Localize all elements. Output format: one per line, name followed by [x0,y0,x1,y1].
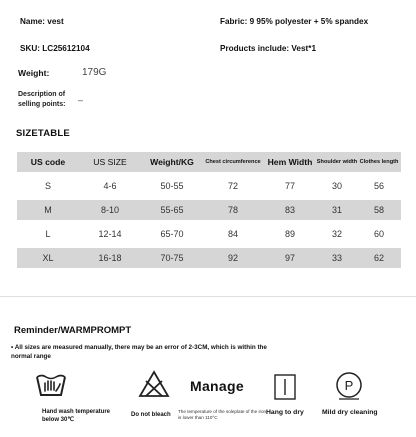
weight-value: 179G [82,67,107,78]
cell-length: 56 [373,181,384,191]
header-chest: Chest circumference [205,158,261,165]
cell-shoulder: 33 [331,253,342,263]
table-row [17,200,401,220]
measurement-note: • All sizes are measured manually, there may be an error of 2-3CM, which is within the normal range [11,344,267,360]
cell-hem-width: 97 [284,253,295,263]
cell-us-size: 12-14 [98,229,122,239]
sku-info: SKU: LC25612104 [20,44,90,53]
cell-chest: 78 [227,205,238,215]
table-row [17,176,401,196]
cell-shoulder: 32 [331,229,342,239]
weight-label: Weight: [18,68,50,78]
header-length: Clothes length [359,158,399,165]
cell-us-size: 16-18 [98,253,122,263]
cell-hem-width: 77 [284,181,295,191]
cell-hem-width: 83 [284,205,295,215]
cell-shoulder: 31 [331,205,342,215]
cell-length: 62 [373,253,384,263]
cell-chest: 92 [227,253,238,263]
cell-us-code: L [45,229,51,239]
header-us-size: US SIZE [93,157,127,167]
no-bleach-label: Do not bleach [131,412,171,418]
cell-weight: 50-55 [160,181,184,191]
header-us-code: US code [30,157,66,167]
cell-weight: 65-70 [160,229,184,239]
dry-clean-label: Mild dry cleaning [322,409,378,416]
handwash-label [42,408,114,424]
sizetable-title: SIZETABLE [16,128,70,139]
cell-us-code: XL [42,253,54,263]
fabric-info: Fabric: 9 95% polyester + 5% spandex [220,17,369,26]
product-name: Name: vest [20,17,64,26]
description-label: Description of selling points: [18,91,66,108]
table-header-row [17,152,401,172]
cell-length: 58 [373,205,384,215]
reminder-panel [0,296,416,437]
products-include-info: Products include: Vest*1 [220,44,317,53]
iron-note: The temperature of the soleplate of the iron is lower than 110°C [178,409,267,420]
manage-heading: Manage [190,378,244,394]
cell-hem-width: 89 [284,229,295,239]
header-hem-width: Hem Width [267,157,313,167]
description-value: – [78,95,84,105]
hang-dry-label: Hang to dry [266,409,304,416]
cell-weight: 70-75 [160,253,184,263]
cell-us-code: S [44,181,51,191]
dry-clean-icon [334,371,364,401]
cell-us-size: 8-10 [100,205,119,215]
cell-shoulder: 30 [331,181,342,191]
hang-dry-icon [273,373,297,401]
svg-text:P: P [344,378,354,393]
handwash-icon [34,369,68,399]
cell-chest: 84 [227,229,238,239]
cell-weight: 55-65 [160,205,184,215]
header-shoulder: Shoulder width [316,158,358,165]
table-row [17,248,401,268]
header-weight: Weight/KG [150,157,194,167]
table-row [17,224,401,244]
cell-chest: 72 [227,181,238,191]
cell-us-code: M [44,205,52,215]
no-bleach-icon [137,369,171,399]
reminder-title: Reminder/WARMPROMPT [14,325,132,336]
cell-length: 60 [373,229,384,239]
cell-us-size: 4-6 [103,181,117,191]
handwash-text: Hand wash temperature below 30℃ [42,409,111,423]
